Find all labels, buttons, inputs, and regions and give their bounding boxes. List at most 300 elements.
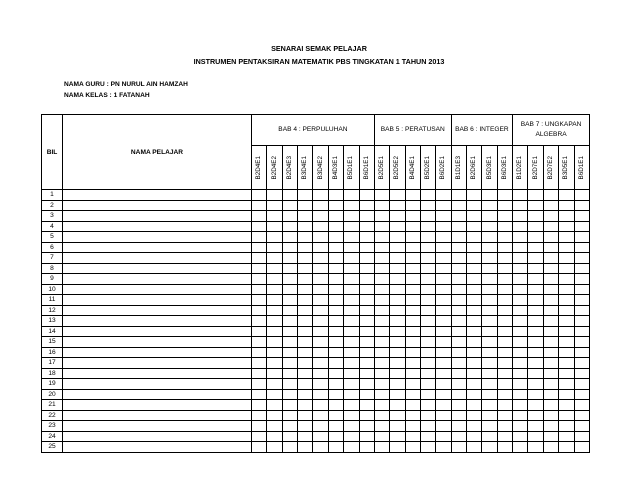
checklist-cell[interactable] xyxy=(543,263,558,274)
checklist-cell[interactable] xyxy=(267,400,282,411)
checklist-cell[interactable] xyxy=(451,358,466,369)
checklist-cell[interactable] xyxy=(482,274,497,285)
checklist-cell[interactable] xyxy=(405,389,420,400)
checklist-cell[interactable] xyxy=(559,263,574,274)
checklist-cell[interactable] xyxy=(451,274,466,285)
checklist-cell[interactable] xyxy=(574,221,589,232)
checklist-cell[interactable] xyxy=(543,295,558,306)
checklist-cell[interactable] xyxy=(405,316,420,327)
checklist-cell[interactable] xyxy=(344,242,359,253)
checklist-cell[interactable] xyxy=(328,389,343,400)
checklist-cell[interactable] xyxy=(436,232,451,243)
checklist-cell[interactable] xyxy=(267,421,282,432)
student-name-cell[interactable] xyxy=(63,200,252,211)
checklist-cell[interactable] xyxy=(405,421,420,432)
student-name-cell[interactable] xyxy=(63,295,252,306)
checklist-cell[interactable] xyxy=(390,190,405,201)
student-name-cell[interactable] xyxy=(63,316,252,327)
checklist-cell[interactable] xyxy=(467,400,482,411)
checklist-cell[interactable] xyxy=(328,326,343,337)
checklist-cell[interactable] xyxy=(298,379,313,390)
checklist-cell[interactable] xyxy=(574,305,589,316)
checklist-cell[interactable] xyxy=(420,368,435,379)
checklist-cell[interactable] xyxy=(467,337,482,348)
checklist-cell[interactable] xyxy=(559,253,574,264)
checklist-cell[interactable] xyxy=(497,305,512,316)
checklist-cell[interactable] xyxy=(543,442,558,453)
checklist-cell[interactable] xyxy=(559,305,574,316)
checklist-cell[interactable] xyxy=(497,326,512,337)
checklist-cell[interactable] xyxy=(267,253,282,264)
checklist-cell[interactable] xyxy=(267,263,282,274)
checklist-cell[interactable] xyxy=(390,358,405,369)
checklist-cell[interactable] xyxy=(574,263,589,274)
checklist-cell[interactable] xyxy=(528,389,543,400)
checklist-cell[interactable] xyxy=(282,379,297,390)
checklist-cell[interactable] xyxy=(497,347,512,358)
checklist-cell[interactable] xyxy=(574,421,589,432)
checklist-cell[interactable] xyxy=(252,431,267,442)
checklist-cell[interactable] xyxy=(467,421,482,432)
checklist-cell[interactable] xyxy=(467,368,482,379)
checklist-cell[interactable] xyxy=(252,211,267,222)
checklist-cell[interactable] xyxy=(436,211,451,222)
checklist-cell[interactable] xyxy=(467,305,482,316)
checklist-cell[interactable] xyxy=(467,284,482,295)
checklist-cell[interactable] xyxy=(374,295,389,306)
checklist-cell[interactable] xyxy=(252,379,267,390)
checklist-cell[interactable] xyxy=(298,358,313,369)
checklist-cell[interactable] xyxy=(513,221,528,232)
checklist-cell[interactable] xyxy=(313,347,328,358)
checklist-cell[interactable] xyxy=(559,190,574,201)
checklist-cell[interactable] xyxy=(436,368,451,379)
checklist-cell[interactable] xyxy=(390,211,405,222)
checklist-cell[interactable] xyxy=(497,379,512,390)
checklist-cell[interactable] xyxy=(420,190,435,201)
checklist-cell[interactable] xyxy=(267,368,282,379)
checklist-cell[interactable] xyxy=(451,295,466,306)
checklist-cell[interactable] xyxy=(574,368,589,379)
checklist-cell[interactable] xyxy=(313,200,328,211)
checklist-cell[interactable] xyxy=(282,190,297,201)
checklist-cell[interactable] xyxy=(513,232,528,243)
checklist-cell[interactable] xyxy=(313,400,328,411)
checklist-cell[interactable] xyxy=(513,358,528,369)
checklist-cell[interactable] xyxy=(282,421,297,432)
checklist-cell[interactable] xyxy=(420,316,435,327)
checklist-cell[interactable] xyxy=(451,232,466,243)
checklist-cell[interactable] xyxy=(374,274,389,285)
checklist-cell[interactable] xyxy=(482,347,497,358)
checklist-cell[interactable] xyxy=(436,379,451,390)
checklist-cell[interactable] xyxy=(344,442,359,453)
checklist-cell[interactable] xyxy=(559,316,574,327)
checklist-cell[interactable] xyxy=(451,337,466,348)
checklist-cell[interactable] xyxy=(436,326,451,337)
student-name-cell[interactable] xyxy=(63,400,252,411)
checklist-cell[interactable] xyxy=(344,389,359,400)
checklist-cell[interactable] xyxy=(513,347,528,358)
checklist-cell[interactable] xyxy=(298,284,313,295)
checklist-cell[interactable] xyxy=(497,400,512,411)
checklist-cell[interactable] xyxy=(359,232,374,243)
checklist-cell[interactable] xyxy=(420,347,435,358)
student-name-cell[interactable] xyxy=(63,232,252,243)
checklist-cell[interactable] xyxy=(436,200,451,211)
checklist-cell[interactable] xyxy=(344,295,359,306)
checklist-cell[interactable] xyxy=(390,379,405,390)
checklist-cell[interactable] xyxy=(451,368,466,379)
checklist-cell[interactable] xyxy=(313,337,328,348)
checklist-cell[interactable] xyxy=(436,316,451,327)
checklist-cell[interactable] xyxy=(497,337,512,348)
checklist-cell[interactable] xyxy=(436,389,451,400)
checklist-cell[interactable] xyxy=(543,410,558,421)
checklist-cell[interactable] xyxy=(451,200,466,211)
checklist-cell[interactable] xyxy=(344,421,359,432)
checklist-cell[interactable] xyxy=(528,190,543,201)
checklist-cell[interactable] xyxy=(374,190,389,201)
checklist-cell[interactable] xyxy=(436,295,451,306)
checklist-cell[interactable] xyxy=(436,442,451,453)
checklist-cell[interactable] xyxy=(528,410,543,421)
student-name-cell[interactable] xyxy=(63,442,252,453)
checklist-cell[interactable] xyxy=(497,232,512,243)
checklist-cell[interactable] xyxy=(497,431,512,442)
student-name-cell[interactable] xyxy=(63,326,252,337)
checklist-cell[interactable] xyxy=(252,200,267,211)
checklist-cell[interactable] xyxy=(513,337,528,348)
checklist-cell[interactable] xyxy=(405,431,420,442)
checklist-cell[interactable] xyxy=(328,284,343,295)
checklist-cell[interactable] xyxy=(436,221,451,232)
checklist-cell[interactable] xyxy=(328,431,343,442)
checklist-cell[interactable] xyxy=(559,358,574,369)
checklist-cell[interactable] xyxy=(528,242,543,253)
checklist-cell[interactable] xyxy=(436,400,451,411)
checklist-cell[interactable] xyxy=(436,431,451,442)
checklist-cell[interactable] xyxy=(359,358,374,369)
checklist-cell[interactable] xyxy=(482,389,497,400)
checklist-cell[interactable] xyxy=(482,200,497,211)
checklist-cell[interactable] xyxy=(451,410,466,421)
checklist-cell[interactable] xyxy=(451,221,466,232)
checklist-cell[interactable] xyxy=(513,316,528,327)
checklist-cell[interactable] xyxy=(574,274,589,285)
checklist-cell[interactable] xyxy=(513,410,528,421)
checklist-cell[interactable] xyxy=(359,400,374,411)
checklist-cell[interactable] xyxy=(405,200,420,211)
student-name-cell[interactable] xyxy=(63,358,252,369)
checklist-cell[interactable] xyxy=(267,211,282,222)
checklist-cell[interactable] xyxy=(436,284,451,295)
checklist-cell[interactable] xyxy=(467,410,482,421)
checklist-cell[interactable] xyxy=(405,253,420,264)
checklist-cell[interactable] xyxy=(374,389,389,400)
checklist-cell[interactable] xyxy=(374,410,389,421)
checklist-cell[interactable] xyxy=(497,242,512,253)
checklist-cell[interactable] xyxy=(390,431,405,442)
checklist-cell[interactable] xyxy=(328,347,343,358)
student-name-cell[interactable] xyxy=(63,263,252,274)
checklist-cell[interactable] xyxy=(420,274,435,285)
checklist-cell[interactable] xyxy=(298,242,313,253)
checklist-cell[interactable] xyxy=(420,379,435,390)
checklist-cell[interactable] xyxy=(467,190,482,201)
checklist-cell[interactable] xyxy=(405,221,420,232)
checklist-cell[interactable] xyxy=(374,400,389,411)
checklist-cell[interactable] xyxy=(513,379,528,390)
checklist-cell[interactable] xyxy=(543,274,558,285)
checklist-cell[interactable] xyxy=(359,326,374,337)
checklist-cell[interactable] xyxy=(359,431,374,442)
checklist-cell[interactable] xyxy=(328,410,343,421)
checklist-cell[interactable] xyxy=(467,347,482,358)
checklist-cell[interactable] xyxy=(513,253,528,264)
checklist-cell[interactable] xyxy=(390,389,405,400)
checklist-cell[interactable] xyxy=(467,263,482,274)
checklist-cell[interactable] xyxy=(559,379,574,390)
checklist-cell[interactable] xyxy=(528,253,543,264)
checklist-cell[interactable] xyxy=(574,211,589,222)
checklist-cell[interactable] xyxy=(267,284,282,295)
checklist-cell[interactable] xyxy=(482,190,497,201)
checklist-cell[interactable] xyxy=(436,347,451,358)
checklist-cell[interactable] xyxy=(543,190,558,201)
checklist-cell[interactable] xyxy=(328,368,343,379)
checklist-cell[interactable] xyxy=(574,337,589,348)
checklist-cell[interactable] xyxy=(359,221,374,232)
checklist-cell[interactable] xyxy=(298,190,313,201)
checklist-cell[interactable] xyxy=(405,410,420,421)
checklist-cell[interactable] xyxy=(482,368,497,379)
checklist-cell[interactable] xyxy=(528,358,543,369)
checklist-cell[interactable] xyxy=(298,347,313,358)
checklist-cell[interactable] xyxy=(390,263,405,274)
checklist-cell[interactable] xyxy=(374,221,389,232)
checklist-cell[interactable] xyxy=(482,326,497,337)
checklist-cell[interactable] xyxy=(451,326,466,337)
checklist-cell[interactable] xyxy=(267,410,282,421)
checklist-cell[interactable] xyxy=(344,305,359,316)
checklist-cell[interactable] xyxy=(282,389,297,400)
checklist-cell[interactable] xyxy=(374,316,389,327)
checklist-cell[interactable] xyxy=(359,410,374,421)
student-name-cell[interactable] xyxy=(63,284,252,295)
checklist-cell[interactable] xyxy=(374,431,389,442)
checklist-cell[interactable] xyxy=(282,274,297,285)
checklist-cell[interactable] xyxy=(405,337,420,348)
checklist-cell[interactable] xyxy=(528,200,543,211)
checklist-cell[interactable] xyxy=(467,379,482,390)
checklist-cell[interactable] xyxy=(482,316,497,327)
checklist-cell[interactable] xyxy=(559,431,574,442)
checklist-cell[interactable] xyxy=(344,347,359,358)
checklist-cell[interactable] xyxy=(482,284,497,295)
checklist-cell[interactable] xyxy=(497,221,512,232)
checklist-cell[interactable] xyxy=(543,431,558,442)
checklist-cell[interactable] xyxy=(451,263,466,274)
checklist-cell[interactable] xyxy=(528,368,543,379)
checklist-cell[interactable] xyxy=(252,316,267,327)
checklist-cell[interactable] xyxy=(513,368,528,379)
checklist-cell[interactable] xyxy=(252,232,267,243)
checklist-cell[interactable] xyxy=(405,232,420,243)
student-name-cell[interactable] xyxy=(63,368,252,379)
checklist-cell[interactable] xyxy=(497,389,512,400)
checklist-cell[interactable] xyxy=(528,326,543,337)
checklist-cell[interactable] xyxy=(405,242,420,253)
checklist-cell[interactable] xyxy=(497,253,512,264)
checklist-cell[interactable] xyxy=(543,221,558,232)
checklist-cell[interactable] xyxy=(574,295,589,306)
checklist-cell[interactable] xyxy=(420,305,435,316)
checklist-cell[interactable] xyxy=(559,284,574,295)
checklist-cell[interactable] xyxy=(282,347,297,358)
checklist-cell[interactable] xyxy=(543,326,558,337)
student-name-cell[interactable] xyxy=(63,410,252,421)
checklist-cell[interactable] xyxy=(482,211,497,222)
checklist-cell[interactable] xyxy=(513,211,528,222)
checklist-cell[interactable] xyxy=(313,211,328,222)
checklist-cell[interactable] xyxy=(267,442,282,453)
checklist-cell[interactable] xyxy=(451,389,466,400)
checklist-cell[interactable] xyxy=(467,253,482,264)
checklist-cell[interactable] xyxy=(543,421,558,432)
checklist-cell[interactable] xyxy=(359,190,374,201)
checklist-cell[interactable] xyxy=(313,316,328,327)
checklist-cell[interactable] xyxy=(374,347,389,358)
checklist-cell[interactable] xyxy=(405,400,420,411)
checklist-cell[interactable] xyxy=(298,337,313,348)
checklist-cell[interactable] xyxy=(543,253,558,264)
checklist-cell[interactable] xyxy=(574,200,589,211)
checklist-cell[interactable] xyxy=(374,326,389,337)
checklist-cell[interactable] xyxy=(390,221,405,232)
checklist-cell[interactable] xyxy=(482,295,497,306)
checklist-cell[interactable] xyxy=(436,242,451,253)
checklist-cell[interactable] xyxy=(252,368,267,379)
checklist-cell[interactable] xyxy=(482,253,497,264)
checklist-cell[interactable] xyxy=(390,253,405,264)
checklist-cell[interactable] xyxy=(390,200,405,211)
checklist-cell[interactable] xyxy=(252,400,267,411)
checklist-cell[interactable] xyxy=(313,358,328,369)
checklist-cell[interactable] xyxy=(390,295,405,306)
checklist-cell[interactable] xyxy=(467,211,482,222)
checklist-cell[interactable] xyxy=(313,190,328,201)
checklist-cell[interactable] xyxy=(344,274,359,285)
checklist-cell[interactable] xyxy=(513,305,528,316)
student-name-cell[interactable] xyxy=(63,379,252,390)
checklist-cell[interactable] xyxy=(252,347,267,358)
checklist-cell[interactable] xyxy=(298,410,313,421)
checklist-cell[interactable] xyxy=(252,389,267,400)
checklist-cell[interactable] xyxy=(405,284,420,295)
checklist-cell[interactable] xyxy=(374,379,389,390)
checklist-cell[interactable] xyxy=(328,400,343,411)
checklist-cell[interactable] xyxy=(482,232,497,243)
checklist-cell[interactable] xyxy=(482,221,497,232)
checklist-cell[interactable] xyxy=(497,200,512,211)
checklist-cell[interactable] xyxy=(405,305,420,316)
checklist-cell[interactable] xyxy=(559,337,574,348)
checklist-cell[interactable] xyxy=(497,316,512,327)
checklist-cell[interactable] xyxy=(513,431,528,442)
checklist-cell[interactable] xyxy=(313,274,328,285)
checklist-cell[interactable] xyxy=(328,442,343,453)
checklist-cell[interactable] xyxy=(574,326,589,337)
checklist-cell[interactable] xyxy=(513,242,528,253)
checklist-cell[interactable] xyxy=(543,400,558,411)
checklist-cell[interactable] xyxy=(252,358,267,369)
checklist-cell[interactable] xyxy=(451,253,466,264)
checklist-cell[interactable] xyxy=(344,211,359,222)
checklist-cell[interactable] xyxy=(390,368,405,379)
checklist-cell[interactable] xyxy=(298,316,313,327)
checklist-cell[interactable] xyxy=(467,358,482,369)
checklist-cell[interactable] xyxy=(328,358,343,369)
checklist-cell[interactable] xyxy=(467,221,482,232)
checklist-cell[interactable] xyxy=(420,211,435,222)
checklist-cell[interactable] xyxy=(267,347,282,358)
checklist-cell[interactable] xyxy=(436,358,451,369)
checklist-cell[interactable] xyxy=(298,221,313,232)
checklist-cell[interactable] xyxy=(252,410,267,421)
checklist-cell[interactable] xyxy=(420,400,435,411)
checklist-cell[interactable] xyxy=(451,305,466,316)
checklist-cell[interactable] xyxy=(267,242,282,253)
checklist-cell[interactable] xyxy=(451,442,466,453)
checklist-cell[interactable] xyxy=(528,263,543,274)
checklist-cell[interactable] xyxy=(267,295,282,306)
checklist-cell[interactable] xyxy=(528,337,543,348)
checklist-cell[interactable] xyxy=(344,400,359,411)
checklist-cell[interactable] xyxy=(313,221,328,232)
checklist-cell[interactable] xyxy=(298,295,313,306)
checklist-cell[interactable] xyxy=(390,442,405,453)
checklist-cell[interactable] xyxy=(374,253,389,264)
checklist-cell[interactable] xyxy=(543,316,558,327)
checklist-cell[interactable] xyxy=(344,431,359,442)
checklist-cell[interactable] xyxy=(390,232,405,243)
checklist-cell[interactable] xyxy=(359,316,374,327)
checklist-cell[interactable] xyxy=(559,211,574,222)
checklist-cell[interactable] xyxy=(528,347,543,358)
checklist-cell[interactable] xyxy=(467,242,482,253)
checklist-cell[interactable] xyxy=(313,295,328,306)
checklist-cell[interactable] xyxy=(344,232,359,243)
checklist-cell[interactable] xyxy=(420,410,435,421)
checklist-cell[interactable] xyxy=(543,305,558,316)
checklist-cell[interactable] xyxy=(451,242,466,253)
checklist-cell[interactable] xyxy=(467,232,482,243)
checklist-cell[interactable] xyxy=(359,305,374,316)
checklist-cell[interactable] xyxy=(267,305,282,316)
checklist-cell[interactable] xyxy=(359,347,374,358)
checklist-cell[interactable] xyxy=(344,190,359,201)
checklist-cell[interactable] xyxy=(405,274,420,285)
checklist-cell[interactable] xyxy=(513,190,528,201)
checklist-cell[interactable] xyxy=(298,421,313,432)
checklist-cell[interactable] xyxy=(420,337,435,348)
student-name-cell[interactable] xyxy=(63,211,252,222)
checklist-cell[interactable] xyxy=(436,253,451,264)
checklist-cell[interactable] xyxy=(513,442,528,453)
checklist-cell[interactable] xyxy=(436,410,451,421)
checklist-cell[interactable] xyxy=(313,431,328,442)
